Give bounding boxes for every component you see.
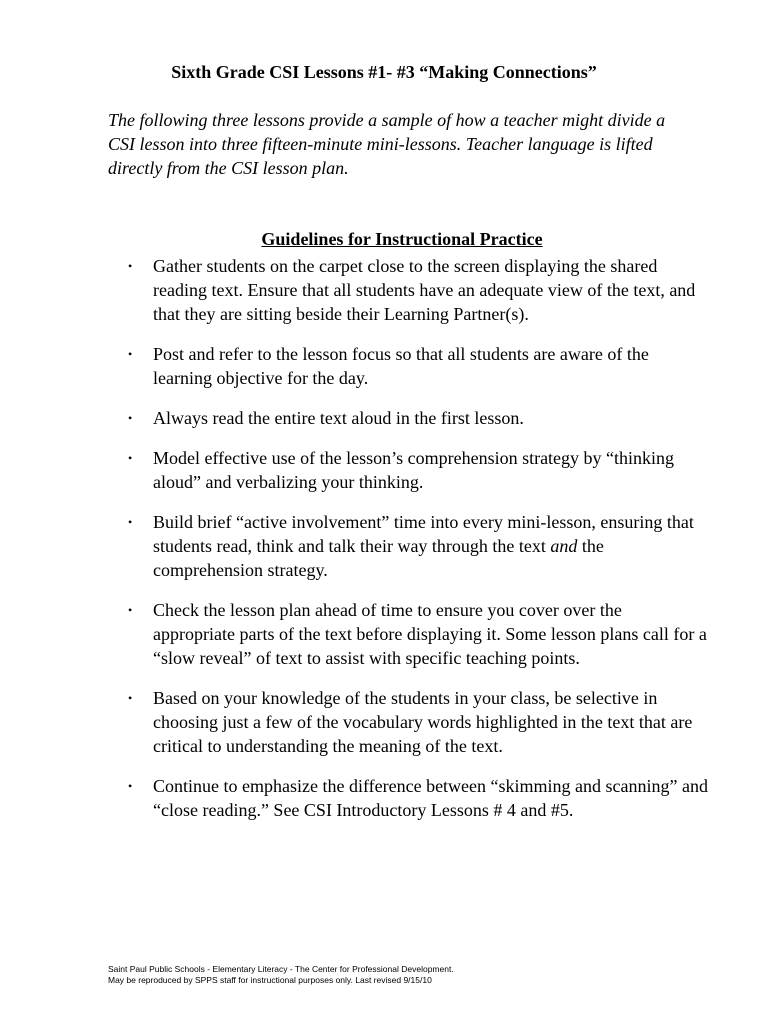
guidelines-list (0, 254, 768, 838)
bullet-icon: • (128, 451, 133, 465)
guideline-text: Based on your knowledge of the students in your class, be selective in choosing just a few of the vocabulary words highlighted in the text that are critical to understanding the meaning of the text. (153, 688, 693, 756)
bullet-icon: • (128, 691, 133, 705)
bullet-icon: • (128, 259, 133, 273)
guideline-item (0, 406, 768, 430)
guideline-item (0, 686, 768, 758)
guideline-item (0, 774, 768, 822)
page-footer (108, 964, 454, 986)
guideline-item (0, 510, 768, 582)
guideline-text (153, 512, 694, 580)
guideline-text: Always read the entire text aloud in the first lesson. (153, 408, 524, 428)
bullet-icon: • (128, 515, 133, 529)
bullet-icon: • (128, 347, 133, 361)
intro-paragraph: The following three lessons provide a sample of how a teacher might divide a CSI lesson into three fifteen-minute mini-lessons. Teacher language is lifted directly from the CSI lesson plan. (108, 110, 666, 178)
footer-line: May be reproduced by SPPS staff for instructional purposes only. Last revised 9/15/10 (108, 975, 432, 985)
page-title: Sixth Grade CSI Lessons #1- #3 “Making Connections” (171, 62, 597, 82)
footer-line: Saint Paul Public Schools - Elementary Literacy - The Center for Professional Development. (108, 964, 454, 974)
section-heading: Guidelines for Instructional Practice (261, 229, 543, 249)
bullet-icon: • (128, 603, 133, 617)
guideline-item (0, 254, 768, 326)
guideline-text: Post and refer to the lesson focus so that all students are aware of the learning objective for the day. (153, 344, 649, 388)
guideline-text-end: the comprehension strategy. (153, 536, 604, 580)
bullet-icon: • (128, 779, 133, 793)
guideline-text: Model effective use of the lesson’s comprehension strategy by “thinking aloud” and verbalizing your thinking. (153, 448, 675, 492)
guideline-text: Continue to emphasize the difference between “skimming and scanning” and “close reading.” See CSI Introductory Lessons # 4 and #5. (153, 776, 708, 820)
guideline-item (0, 446, 768, 494)
guideline-emphasis: and (550, 536, 578, 556)
guideline-item (0, 598, 768, 670)
guideline-text: Check the lesson plan ahead of time to ensure you cover over the appropriate parts of the text before displaying it. Some lesson plans call for a “slow reveal” of text to assist with specific teaching points. (153, 600, 707, 668)
guideline-text-start: Build brief “active involvement” time into every mini-lesson, ensuring that students read, think and talk their way through the text (153, 512, 694, 556)
guideline-text: Gather students on the carpet close to the screen displaying the shared reading text. Ensure that all students have an adequate view of the text, and that they are sitting beside their Learning Partner(s). (153, 256, 696, 324)
bullet-icon: • (128, 411, 133, 425)
guideline-item (0, 342, 768, 390)
